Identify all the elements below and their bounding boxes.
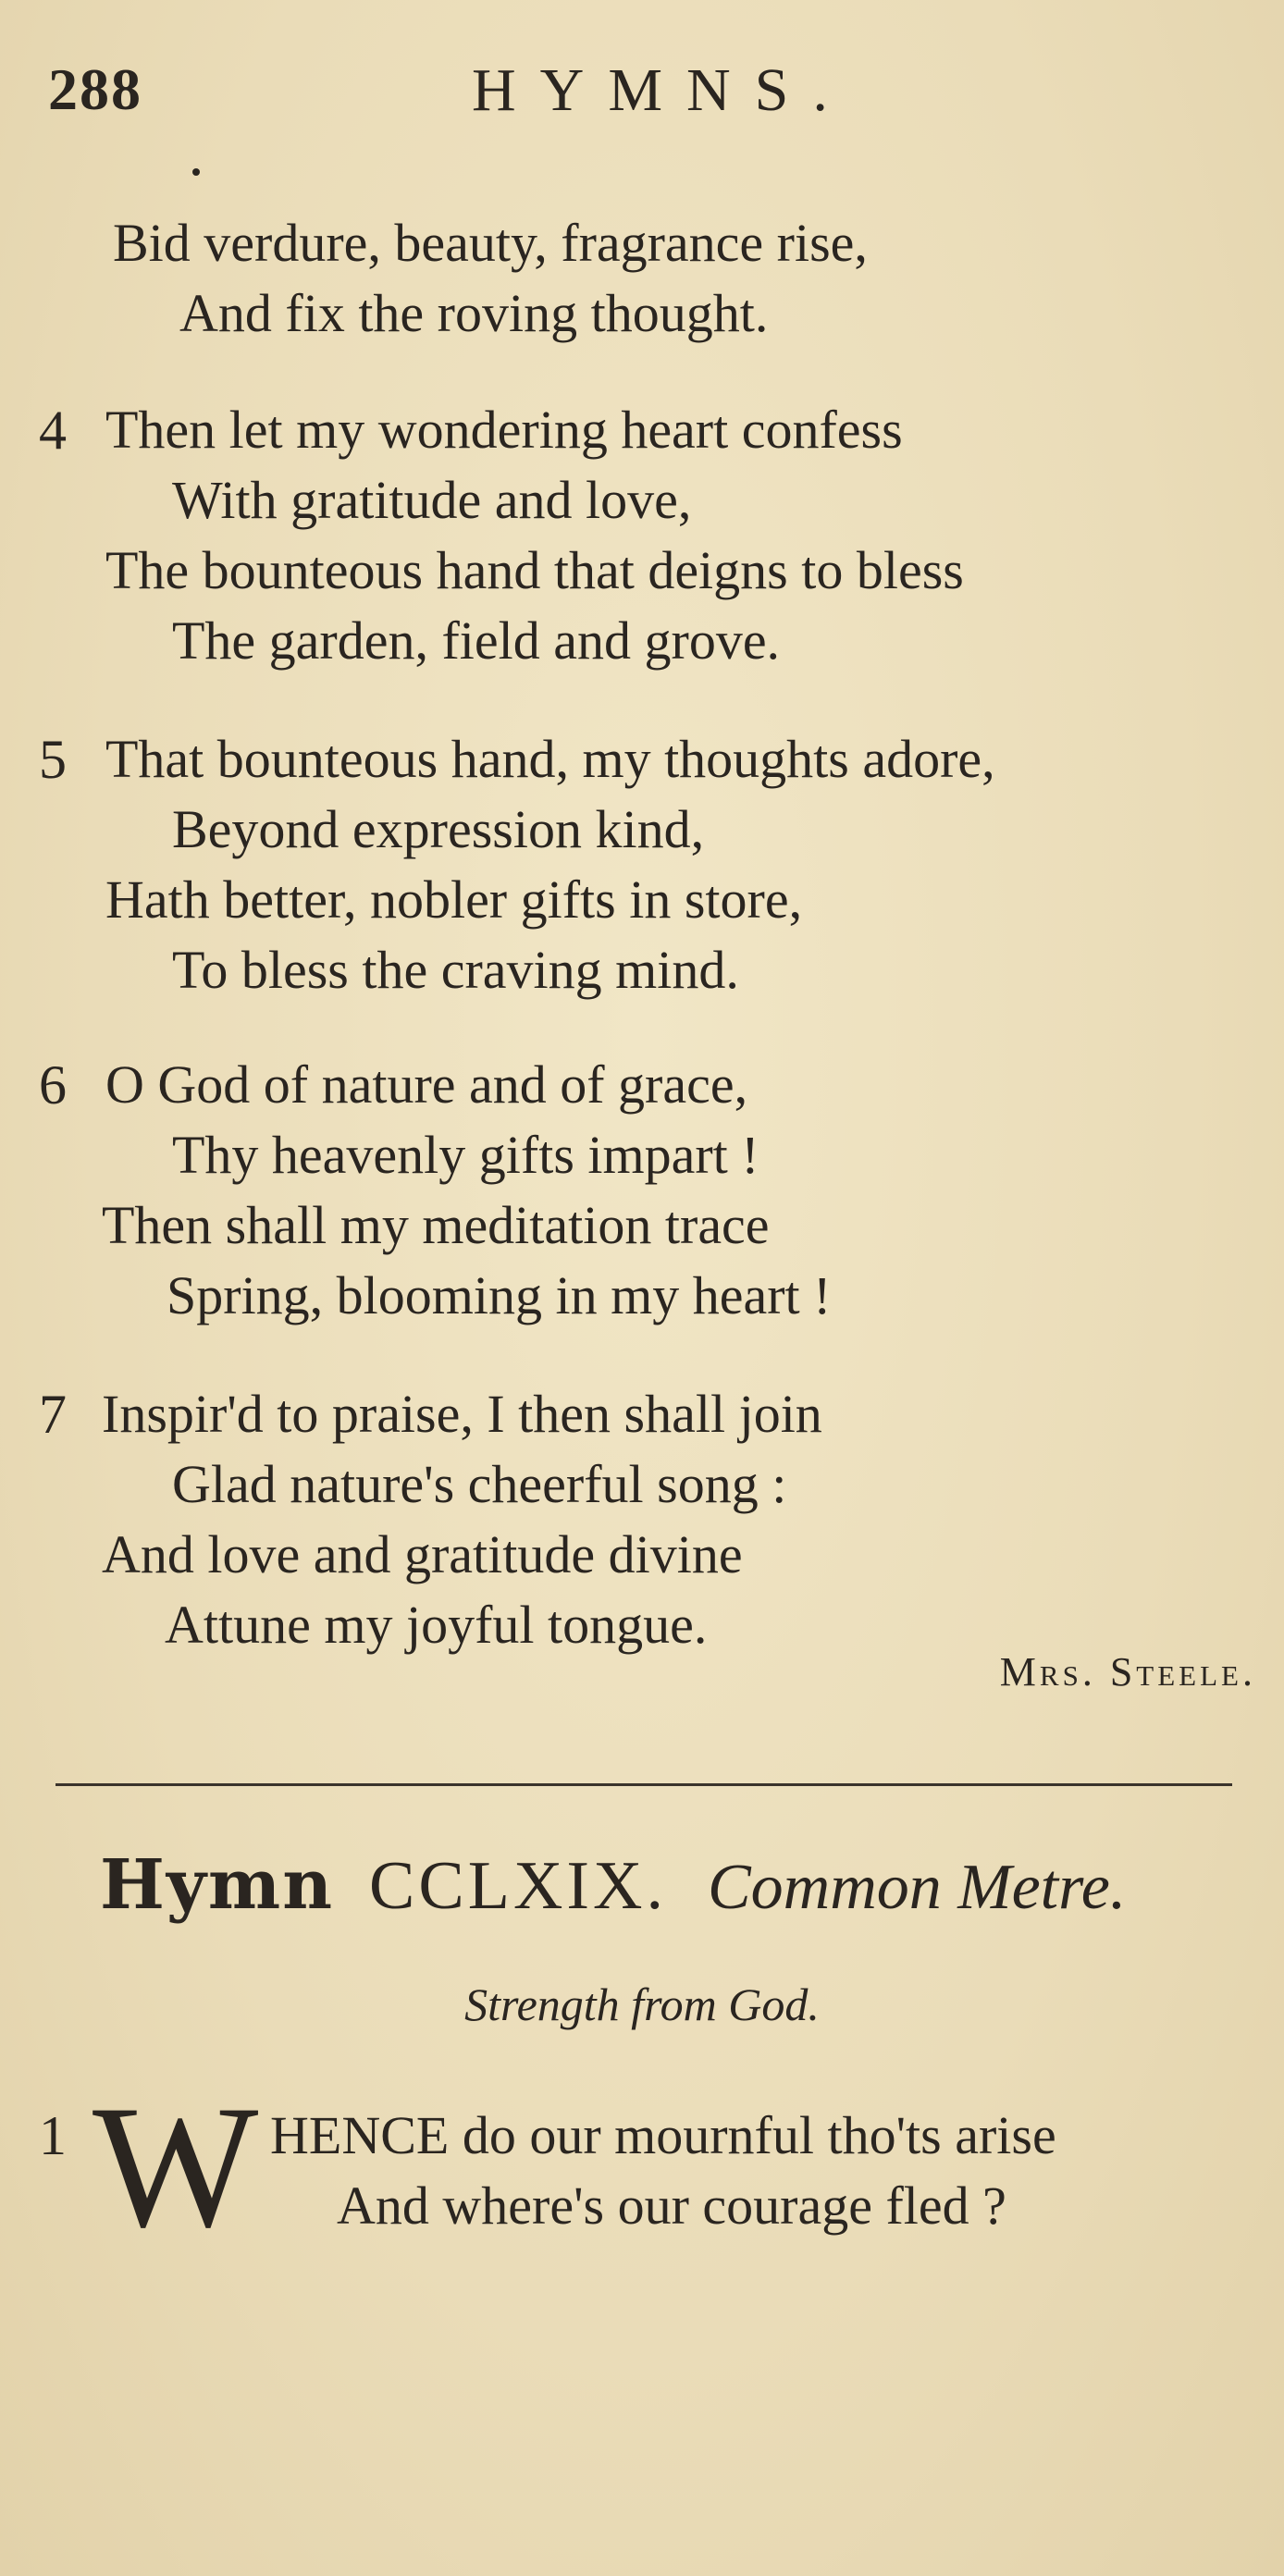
- verse-line: That bounteous hand, my thoughts adore,: [105, 729, 995, 789]
- page-number: 288: [48, 56, 142, 122]
- verse-number: 4: [39, 400, 67, 461]
- verse-line: To bless the craving mind.: [172, 940, 739, 1000]
- verse-number: 5: [39, 729, 67, 790]
- verse-line: Attune my joyful tongue.: [165, 1595, 708, 1655]
- verse-line: Inspir'd to praise, I then shall join: [102, 1384, 822, 1444]
- hymn-subtitle: Strength from God.: [464, 1978, 820, 2030]
- author-attribution: Mrs. Steele.: [999, 1649, 1256, 1695]
- verse-line: HENCE do our mournful tho'ts arise: [270, 2105, 1056, 2165]
- hymn-number: CCLXIX.: [369, 1848, 667, 1924]
- ornament-dot: [192, 168, 200, 176]
- verse-line: Then shall my meditation trace: [102, 1195, 770, 1255]
- verse-line: And fix the roving thought.: [179, 283, 769, 343]
- verse-line: The garden, field and grove.: [172, 610, 781, 671]
- section-divider: [56, 1783, 1232, 1786]
- verse-line: And love and gratitude divine: [102, 1524, 743, 1584]
- page-header: [0, 55, 1284, 139]
- verse-line: Thy heavenly gifts impart !: [172, 1125, 759, 1185]
- verse-line: Bid verdure, beauty, fragrance rise,: [113, 213, 868, 273]
- verse-line: O God of nature and of grace,: [105, 1054, 748, 1115]
- verse-line: Then let my wondering heart confess: [105, 400, 903, 460]
- verse-line: And where's our courage fled ?: [337, 2175, 1006, 2236]
- drop-cap: W: [93, 2070, 259, 2264]
- verse-line: Hath better, nobler gifts in store,: [105, 869, 803, 930]
- verse-line: Glad nature's cheerful song :: [172, 1454, 787, 1514]
- hymn-heading: [100, 1845, 1126, 1926]
- running-title: HYMNS.: [472, 56, 852, 124]
- verse-number: 7: [39, 1384, 67, 1445]
- verse-number: 6: [39, 1054, 67, 1115]
- verse-line: Spring, blooming in my heart !: [167, 1265, 832, 1325]
- verse-line: The bounteous hand that deigns to bless: [105, 540, 964, 600]
- hymn-meter: Common Metre.: [707, 1852, 1127, 1923]
- hymn-word: Hymn: [100, 1845, 335, 1925]
- verse-line: Beyond expression kind,: [172, 799, 705, 859]
- verse-line: With gratitude and love,: [172, 470, 692, 530]
- verse-number: 1: [39, 2105, 67, 2166]
